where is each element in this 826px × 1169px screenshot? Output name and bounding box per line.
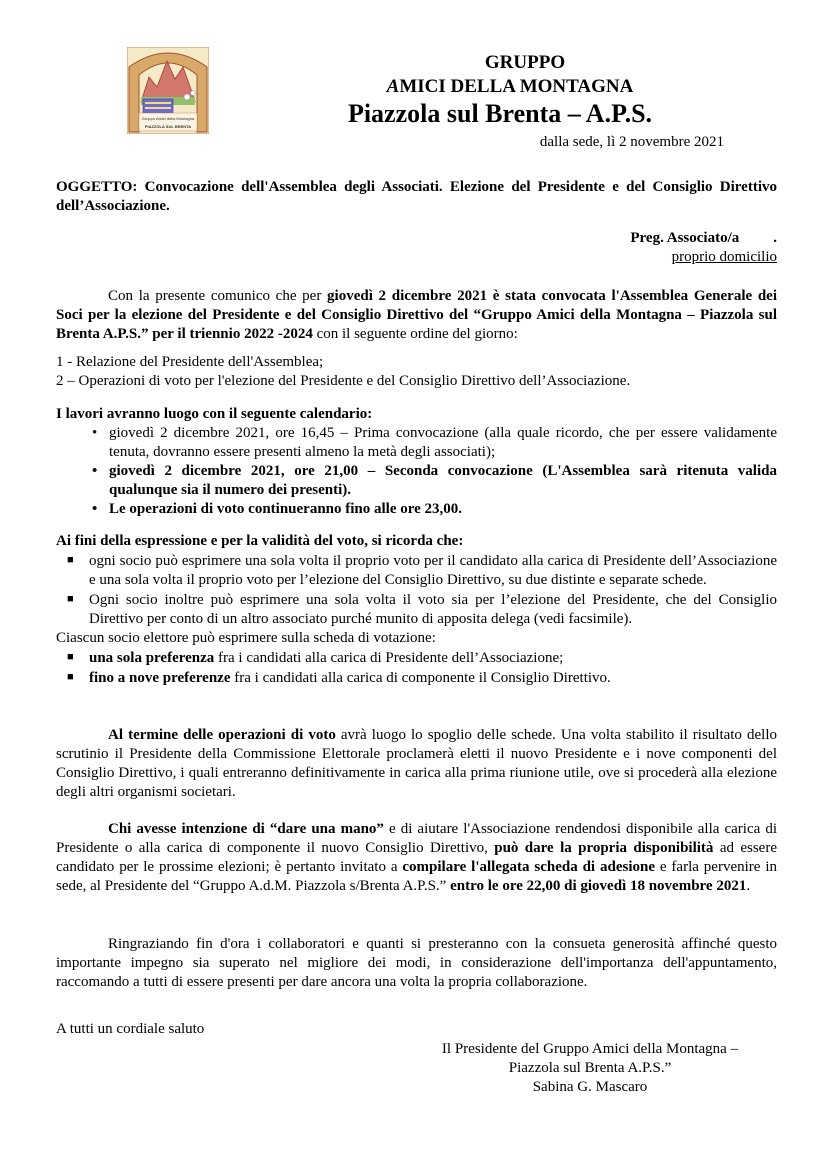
validity-section bbox=[56, 532, 777, 688]
association-logo-icon bbox=[127, 47, 209, 134]
logo-caption-1: Gruppo Amici della Montagna bbox=[141, 116, 195, 121]
addressee-line2: proprio domicilio bbox=[671, 249, 777, 265]
calendar-item: • Le operazioni di voto continueranno fino alle ore 23,00. bbox=[92, 501, 463, 517]
agenda-item: 2 – Operazioni di voto per l'elezione del Presidente e del Consiglio Direttivo dell’Associazione. bbox=[56, 373, 631, 389]
thanks-paragraph: Ringraziando fin d'ora i collaboratori e quanti si presteranno con la consueta generosità affinché questo importante impegno sia superato nel migliore dei modi, in considerazione dell'importanza dell'appuntamento, raccomando a tutti di essere presenti per dare ancora una volta la propria collaborazione. bbox=[56, 936, 777, 990]
square-bullet-icon: ■ bbox=[67, 651, 74, 663]
subject-line: OGGETTO: Convocazione dell'Assemblea degli Associati. Elezione del Presidente e del Consiglio Direttivo dell’Associazione. bbox=[56, 179, 777, 214]
bullet-icon: • bbox=[92, 425, 98, 441]
validity-item: ■ Ogni socio inoltre può esprimere una sola volta il voto sia per l’elezione del Presidente, che del Consiglio Direttivo per conto di un altro associato purché munito di apposita delega (vedi facsimile). bbox=[67, 592, 777, 627]
calendar-item: • giovedì 2 dicembre 2021, ore 21,00 – Seconda convocazione (L'Assemblea sarà ritenuta valida qualunque sia il numero dei presenti). bbox=[92, 463, 777, 498]
org-title-line3: Piazzola sul Brenta – A.P.S. bbox=[347, 99, 653, 128]
bullet-icon: • bbox=[92, 463, 98, 479]
greeting: A tutti un cordiale saluto bbox=[56, 1021, 205, 1037]
agenda-list bbox=[56, 353, 777, 391]
addressee-line1 bbox=[630, 229, 777, 248]
letter-date: dalla sede, lì 2 novembre 2021 bbox=[539, 134, 724, 150]
intro-text-a: Con la presente comunico che per bbox=[108, 288, 328, 304]
calendar-section bbox=[56, 405, 777, 519]
calendar-item: • giovedì 2 dicembre 2021, ore 16,45 – Prima convocazione (alla quale ricordo, che per essere validamente tenuta, dovranno essere presenti almeno la metà degli associati); bbox=[92, 425, 777, 460]
signature-name: Sabina G. Mascaro bbox=[532, 1079, 648, 1095]
addressee-dot: . bbox=[773, 230, 777, 246]
addressee-name: Preg. Associato/a bbox=[630, 230, 740, 246]
logo-caption-2: PIAZZOLA SUL BRENTA bbox=[144, 124, 192, 129]
square-bullet-icon: ■ bbox=[67, 554, 74, 566]
signature-line2: Piazzola sul Brenta A.P.S.” bbox=[508, 1060, 672, 1076]
counting-paragraph: Al termine delle operazioni di voto avrà luogo lo spoglio delle schede. Una volta stabilito il risultato dello scrutinio il Presidente della Commissione Elettorale proclamerà eletti il nuovo Presidente e i nove componenti del Consiglio Direttivo, i quali entreranno definitivamente in carica alla prima riunione utile, ove si procederà alla elezione degli altri organismi societari. bbox=[56, 727, 777, 800]
square-bullet-icon: ■ bbox=[67, 671, 74, 683]
ballot-item: ■ fino a nove preferenze fra i candidati alla carica di componente il Consiglio Direttivo. bbox=[67, 670, 611, 686]
bullet-icon: • bbox=[92, 501, 98, 517]
org-title-initial: A bbox=[386, 76, 400, 97]
org-title-rest: MICI DELLA MONTAGNA bbox=[399, 76, 634, 97]
agenda-item: 1 - Relazione del Presidente dell'Assemblea; bbox=[56, 354, 324, 370]
square-bullet-icon: ■ bbox=[67, 593, 74, 605]
calendar-heading: I lavori avranno luogo con il seguente calendario: bbox=[56, 406, 373, 422]
intro-text-bold: giovedì 2 dicembre 2021 è stata convocata l'Assemblea Generale dei Soci per la elezione del Presidente e del Consiglio Direttivo del “Gruppo Amici della Montagna – Piazzola sul Brenta A.P.S.” per il triennio 2022 -2024 bbox=[56, 288, 777, 342]
validity-item: ■ ogni socio può esprimere una sola volta il proprio voto per il candidato alla carica di Presidente dell’Associazione e una sola volta il proprio voto per l’elezione del Consiglio Direttivo, su due distinte e separate schede. bbox=[67, 553, 777, 588]
signature-line1: Il Presidente del Gruppo Amici della Montagna – bbox=[441, 1041, 739, 1057]
candidacy-paragraph: Chi avesse intenzione di “dare una mano” e di aiutare l'Associazione rendendosi disponibile alla carica di Presidente o alla carica di componente il nuovo Consiglio Direttivo, può dare la propria disponibilità ad essere candidato per le prossime elezioni; è pertanto invitato a compilare l'allegata scheda di adesione e farla pervenire in sede, al Presidente del “Gruppo A.d.M. Piazzola s/Brenta A.P.S.” entro le ore 22,00 di giovedì 18 novembre 2021. bbox=[56, 821, 777, 894]
ballot-intro: Ciascun socio elettore può esprimere sulla scheda di votazione: bbox=[56, 630, 436, 646]
validity-heading: Ai fini della espressione e per la validità del voto, si ricorda che: bbox=[56, 533, 464, 549]
intro-text-c: con il seguente ordine del giorno: bbox=[312, 326, 518, 342]
ballot-item: ■ una sola preferenza fra i candidati alla carica di Presidente dell’Associazione; bbox=[67, 650, 564, 666]
signature-block bbox=[410, 1040, 770, 1097]
org-title-line2 bbox=[330, 76, 690, 98]
org-title-line1: GRUPPO bbox=[484, 52, 566, 73]
intro-paragraph bbox=[56, 287, 777, 344]
